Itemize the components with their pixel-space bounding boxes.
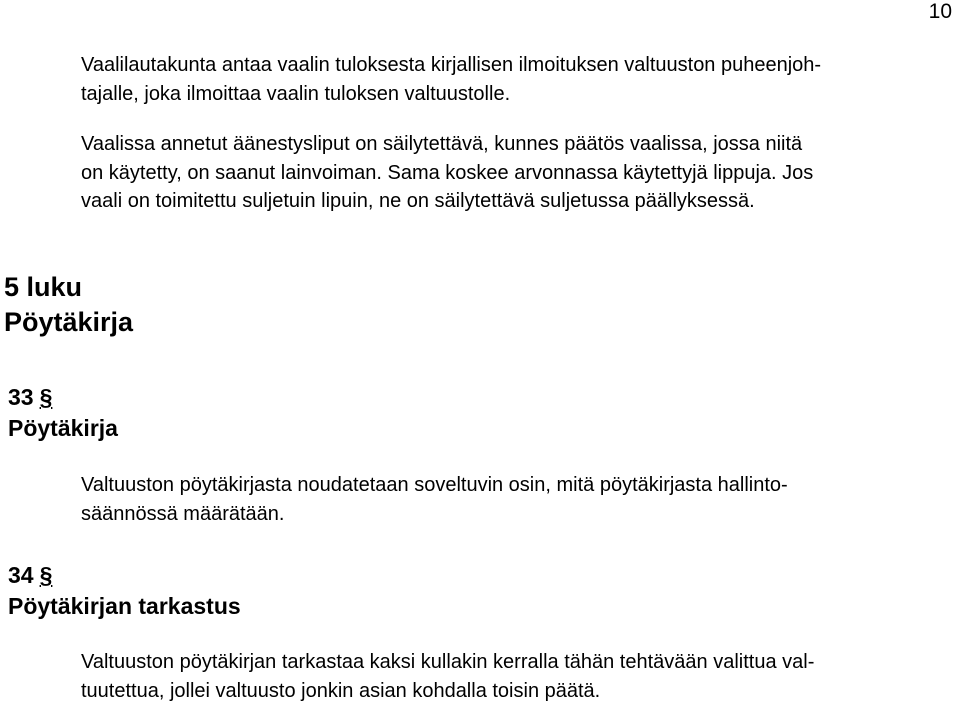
chapter-number: 5 luku — [4, 270, 133, 305]
section-mark: § — [40, 560, 53, 591]
text-line: vaali on toimitettu suljetuin lipuin, ne on säilytettävä suljetussa päällyksessä. — [81, 187, 951, 216]
section-number: 33 — [8, 384, 34, 410]
text-line: Valtuuston pöytäkirjasta noudatetaan soveltuvin osin, mitä pöytäkirjasta hallinto- — [81, 471, 951, 500]
section-title: Pöytäkirjan tarkastus — [8, 591, 241, 622]
paragraph-minutes — [81, 471, 951, 528]
section-title: Pöytäkirja — [8, 413, 118, 444]
text-line: tajalle, joka ilmoittaa vaalin tuloksen valtuustolle. — [81, 80, 951, 109]
paragraph-election-result-notice — [81, 51, 951, 108]
text-line: tuutettua, jollei valtuusto jonkin asian kohdalla toisin päätä. — [81, 677, 951, 705]
text-line: Valtuuston pöytäkirjan tarkastaa kaksi kullakin kerralla tähän tehtävään valittua val- — [81, 648, 951, 677]
chapter-heading — [4, 270, 133, 340]
text-line: säännössä määrätään. — [81, 500, 951, 529]
section-mark: § — [40, 382, 53, 413]
text-line: on käytetty, on saanut lainvoiman. Sama koskee arvonnassa käytettyjä lippuja. Jos — [81, 159, 951, 188]
text-line: Vaalissa annetut äänestysliput on säilytettävä, kunnes päätös vaalissa, jossa niitä — [81, 130, 951, 159]
paragraph-ballot-storage — [81, 130, 951, 216]
section-heading-33 — [8, 382, 118, 444]
chapter-title: Pöytäkirja — [4, 305, 133, 340]
section-number: 34 — [8, 562, 34, 588]
section-heading-34 — [8, 560, 241, 622]
paragraph-minutes-review — [81, 648, 951, 705]
page-number: 10 — [929, 0, 952, 24]
text-line: Vaalilautakunta antaa vaalin tuloksesta kirjallisen ilmoituksen valtuuston puheenjoh- — [81, 51, 951, 80]
